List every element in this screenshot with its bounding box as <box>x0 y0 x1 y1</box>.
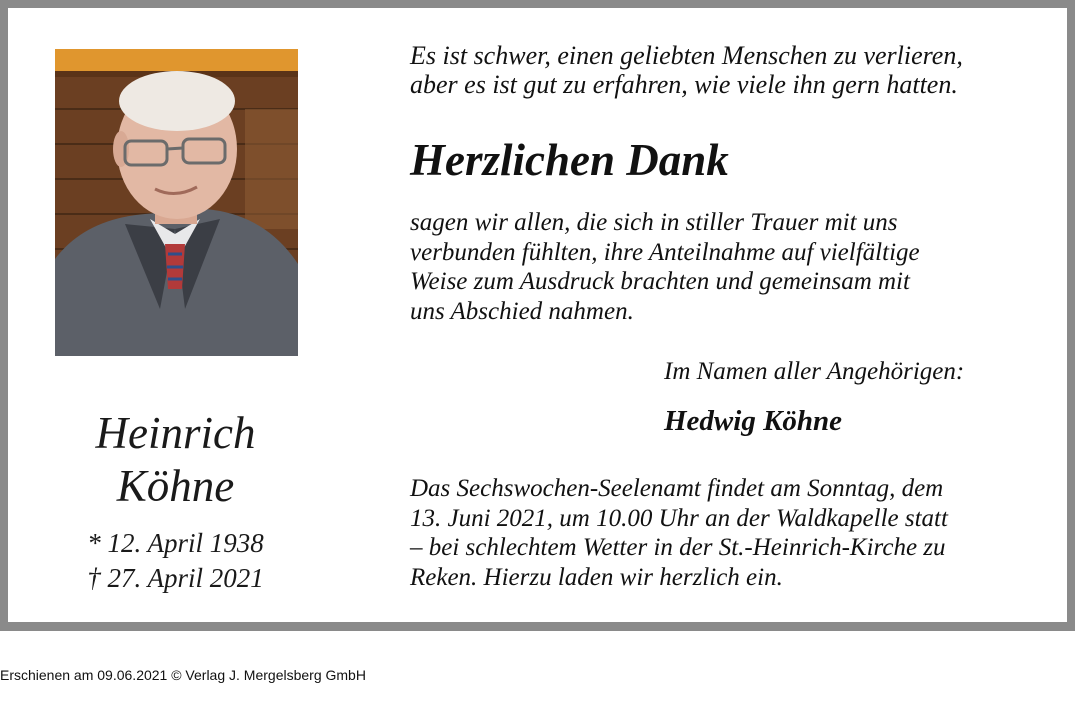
deceased-last-name: Köhne <box>116 461 235 511</box>
deceased-first-name: Heinrich <box>95 408 256 458</box>
thanks-line: verbunden fühlten, ihre Anteilnahme auf vielfältige <box>410 238 920 266</box>
mass-line: – bei schlechtem Wetter in der St.-Heinrich-Kirche zu <box>410 534 946 561</box>
thanks-line: sagen wir allen, die sich in stiller Trauer mit uns <box>410 209 898 236</box>
mass-line: Das Sechswochen-Seelenamt findet am Sonntag, dem <box>410 475 944 502</box>
thanks-line: Weise zum Ausdruck brachten und gemeinsam mit <box>410 268 910 295</box>
obituary-card <box>8 8 1067 622</box>
death-date: † 27. April 2021 <box>87 563 264 593</box>
thanks-paragraph <box>410 208 920 326</box>
quote-line: aber es ist gut zu erfahren, wie viele ihn gern hatten. <box>410 70 958 99</box>
headline: Herzlichen Dank <box>410 135 729 185</box>
mass-line: 13. Juni 2021, um 10.00 Uhr an der Waldkapelle statt <box>410 504 948 532</box>
portrait-photo <box>55 49 298 356</box>
condolence-quote <box>410 41 963 99</box>
birth-date: * 12. April 1938 <box>87 528 264 558</box>
quote-line: Es ist schwer, einen geliebten Menschen zu verlieren, <box>410 41 963 70</box>
signoff: Im Namen aller Angehörigen: <box>664 358 965 385</box>
publication-credit: Erschienen am 09.06.2021 © Verlag J. Mergelsberg GmbH <box>0 667 366 683</box>
memorial-mass-notice <box>410 474 948 592</box>
signer-name: Hedwig Köhne <box>664 405 843 437</box>
mass-line: Reken. Hierzu laden wir herzlich ein. <box>410 563 783 591</box>
thanks-line: uns Abschied nahmen. <box>410 297 634 325</box>
